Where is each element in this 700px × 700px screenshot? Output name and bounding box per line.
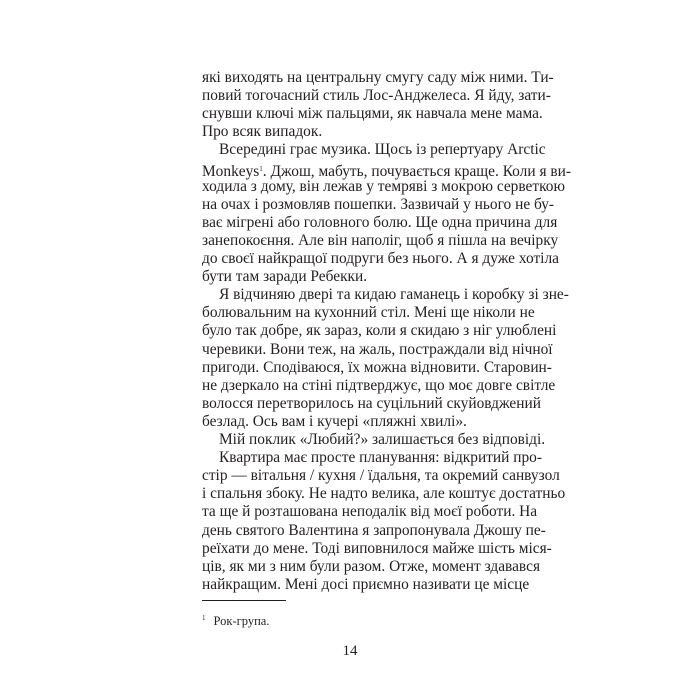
text-line: стір — вітальня / кухня / їдальня, та окремий санвузол: [202, 467, 560, 485]
text-line: та ще й розташована неподалік від моєї роботи. На: [202, 503, 538, 521]
footnote-text: Рок-група.: [213, 614, 270, 628]
text-line: снувши ключі між пальцями, як навчала мене мама.: [202, 105, 543, 123]
footnote-reference: 1: [259, 164, 263, 173]
text-line: до своєї найкращої подруги без нього. А я дуже хотіла: [202, 250, 559, 267]
text-line: Про всяк випадок.: [202, 123, 323, 141]
text-fragment: Monkeys: [202, 162, 260, 180]
text-line: реїхати до мене. Тоді виповнилося майже шість міся-: [202, 539, 552, 557]
text-fragment: Джош, мабуть, почувається краще. Коли я ви-: [270, 162, 571, 180]
text-fragment: .: [262, 162, 271, 180]
text-line: повий тогочасний стиль Лос-Анджелеса. Я йду, зати-: [202, 87, 551, 105]
text-line: ходила з дому, він лежав у темряві з мокрою серветкою: [202, 177, 566, 195]
text-line: не дзеркало на стіні підтверджує, що моє довге світле: [202, 376, 556, 394]
text-line: які виходять на центральну смугу саду між ними. Ти-: [202, 69, 554, 86]
page-number: 14: [342, 643, 358, 659]
text-line: Мій поклик «Любий?» залишається без відповіді.: [219, 431, 546, 448]
text-line: волосся перетворилось на суцільний скуйовджений: [202, 394, 541, 412]
text-line: було так добре, як зараз, коли я скидаю з ніг улюблені: [202, 322, 557, 340]
footnote: [202, 610, 269, 629]
text-line: ців, як ми з ним були разом. Отже, момент здавався: [202, 557, 541, 575]
text-line: і спальня збоку. Не надто велика, але коштує достатньо: [202, 485, 566, 503]
text-line: болювальним на кухонний стіл. Мені ще ніколи не: [202, 304, 535, 322]
text-line: безлад. Ось вам і кучері «пляжні хвилі».: [202, 412, 467, 430]
text-line: найкращим. Мені досі приємно називати це місце: [202, 575, 530, 593]
text-line: ває мігрені або головного болю. Ще одна причина для: [202, 213, 558, 231]
text-line: пригоди. Сподіваюся, їх можна відновити. Старовин-: [202, 358, 552, 376]
text-line: Всередині грає музика. Щось із репертуару Arctic: [219, 141, 546, 159]
footnote-mark: 1: [202, 614, 206, 622]
text-line: занепокоєння. Але він наполіг, щоб я пішла на вечірку: [202, 231, 559, 249]
footnote-separator: [202, 600, 286, 601]
text-line: бути там заради Ребекки.: [202, 268, 368, 286]
text-line: Квартира має просте планування: відкритий про-: [219, 449, 542, 467]
text-line: Я відчиняю двері та кидаю гаманець і коробку зі зне-: [219, 286, 569, 304]
text-line: день святого Валентина я запропонувала Джошу пе-: [202, 521, 546, 539]
text-line: на очах і розмовляв пошепки. Зазвичай у нього не бу-: [202, 195, 555, 213]
text-line: черевики. Вони теж, на жаль, постраждали від нічної: [202, 340, 553, 358]
